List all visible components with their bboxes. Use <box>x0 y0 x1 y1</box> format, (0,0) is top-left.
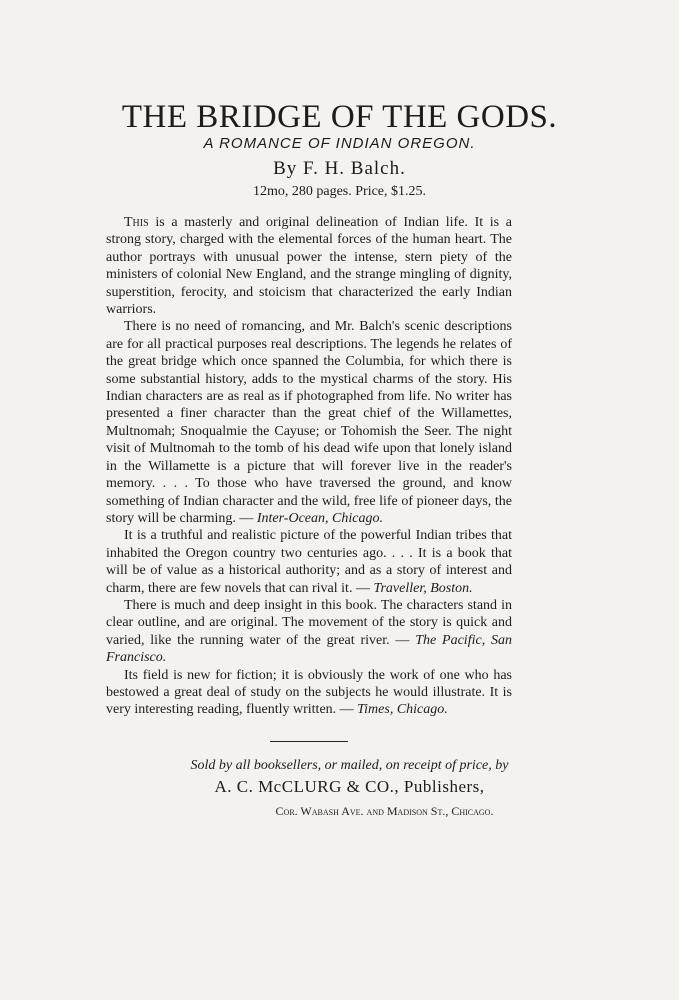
review-lead-word: This <box>124 215 149 230</box>
review-text: There is no need of romancing, and Mr. Balch's scenic descriptions are for all practical purposes real descriptions. The legends he relates of the great bridge which once spanned the Columbia, for which there is some substantial history, adds to the mystical charms of the story. His Indian characters are as real as if photographed from life. No writer has presented a finer character than the great chief of the Willamettes, Multnomah; Snoqualmie the Cayuse; or Tohomish the Seer. The night visit of Multnomah to the tomb of his dead wife upon that lonely island in the Willamette is a picture that will forever live in the reader's memory. . . . To those who have traversed the ground, and know something of Indian character and the wild, free life of pioneer days, the story will be charming. — <box>106 319 512 526</box>
review-text: is a masterly and original delineation of Indian life. It is a strong story, charged with the elemental forces of the human heart. The author portrays with unusual power the intense, stern piety of the ministers of colonial New England, and the strange mingling of dignity, superstition, ferocity, and stoicism that characterized the early Indian warriors. <box>106 215 512 318</box>
review-source: The Pacific, San Francisco. <box>106 632 513 666</box>
review-source: Traveller, Boston. <box>373 580 473 596</box>
review-source: Inter-Ocean, Chicago. <box>256 510 383 526</box>
publisher-name: A. C. McCLURG & CO., Publishers, <box>214 777 485 796</box>
review-source: Times, Chicago. <box>357 702 448 718</box>
review-text: There is much and deep insight in this book. The characters stand in clear outline, and are original. The movement of the story is quick and varied, like the running water of the great river. — <box>106 597 512 648</box>
review-paragraph <box>106 318 512 527</box>
review-text: Its field is new for fiction; it is obviously the work of one who has bestowed a great deal of study on the subjects he would illustrate. It is very interesting reading, fluently written. — <box>106 667 512 718</box>
publisher-address: Cor. Wabash Ave. and Madison St., Chicago. <box>275 804 494 818</box>
book-details: 12mo, 280 pages. Price, $1.25. <box>252 184 427 199</box>
sold-by-line: Sold by all booksellers, or mailed, on receipt of price, by <box>190 758 509 773</box>
review-text: It is a truthful and realistic picture of the powerful Indian tribes that inhabited the Oregon country two centuries ago. . . . It is a book that will be of value as a historical authority; and as a story of interest and charm, there are few novels that can rival it. — <box>106 528 512 596</box>
divider-rule <box>270 741 348 742</box>
review-paragraph <box>106 667 512 719</box>
review-paragraph <box>106 527 512 597</box>
book-author: By F. H. Balch. <box>273 158 406 179</box>
reviews-body <box>106 214 512 719</box>
book-subtitle: A ROMANCE OF INDIAN OREGON. <box>203 135 476 152</box>
book-title: THE BRIDGE OF THE GODS. <box>121 99 558 135</box>
review-paragraph <box>106 214 512 318</box>
review-paragraph <box>106 597 512 667</box>
